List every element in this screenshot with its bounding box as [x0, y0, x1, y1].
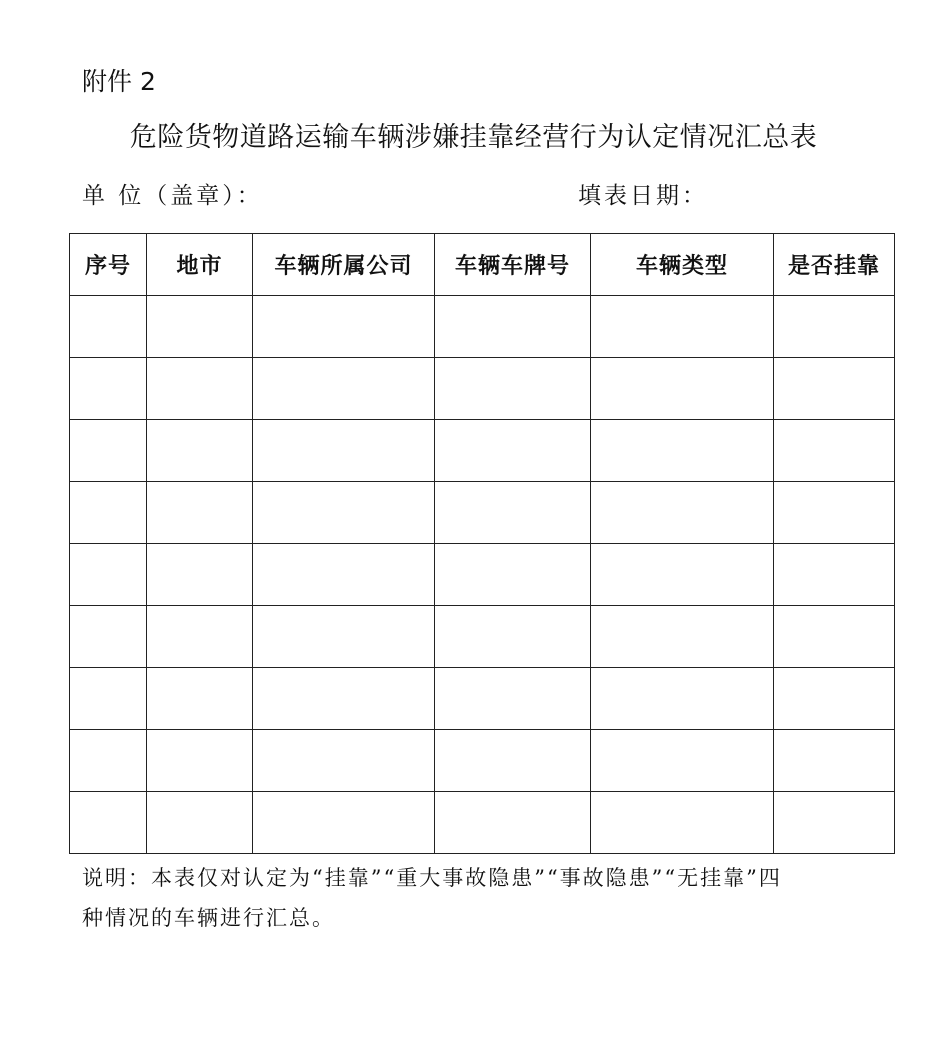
table-cell — [435, 668, 591, 730]
table-cell — [774, 606, 895, 668]
table-cell — [591, 420, 774, 482]
table-cell — [147, 668, 253, 730]
table-cell — [253, 668, 435, 730]
table-cell — [147, 482, 253, 544]
table-cell — [774, 544, 895, 606]
table-cell — [253, 544, 435, 606]
table-cell — [591, 792, 774, 854]
table-cell — [70, 730, 147, 792]
table-cell — [147, 358, 253, 420]
table-row — [70, 420, 895, 482]
table-cell — [253, 296, 435, 358]
note-line-2: 种情况的车辆进行汇总。 — [82, 906, 335, 930]
table-cell — [70, 792, 147, 854]
table-cell — [435, 544, 591, 606]
table-cell — [253, 482, 435, 544]
table-cell — [774, 792, 895, 854]
explanatory-note — [82, 858, 892, 938]
table-row — [70, 668, 895, 730]
table-cell — [147, 544, 253, 606]
table-cell — [774, 668, 895, 730]
table-cell — [774, 482, 895, 544]
table-cell — [591, 296, 774, 358]
header-license-plate: 车辆车牌号 — [435, 234, 591, 296]
table-cell — [774, 296, 895, 358]
header-affiliated: 是否挂靠 — [774, 234, 895, 296]
table-cell — [147, 792, 253, 854]
table-cell — [435, 792, 591, 854]
table-cell — [435, 482, 591, 544]
table-cell — [253, 358, 435, 420]
fill-date-label: 填表日期： — [578, 183, 708, 209]
table-cell — [70, 482, 147, 544]
table-cell — [591, 730, 774, 792]
table-cell — [253, 606, 435, 668]
table-cell — [147, 606, 253, 668]
table-cell — [591, 668, 774, 730]
table-cell — [70, 544, 147, 606]
header-vehicle-type: 车辆类型 — [591, 234, 774, 296]
note-line-1: 说明：本表仅对认定为“挂靠”“重大事故隐患”“事故隐患”“无挂靠”四 — [82, 866, 782, 890]
table-cell — [253, 420, 435, 482]
table-cell — [70, 358, 147, 420]
table-row — [70, 730, 895, 792]
table-cell — [774, 420, 895, 482]
table-row — [70, 544, 895, 606]
table-cell — [70, 420, 147, 482]
table-cell — [591, 544, 774, 606]
table-cell — [435, 420, 591, 482]
header-serial-number: 序号 — [70, 234, 147, 296]
table-cell — [774, 730, 895, 792]
header-city: 地市 — [147, 234, 253, 296]
table-row — [70, 792, 895, 854]
table-header-row — [70, 234, 895, 296]
table-row — [70, 482, 895, 544]
table-cell — [435, 358, 591, 420]
table-cell — [591, 606, 774, 668]
table-cell — [435, 730, 591, 792]
table-row — [70, 358, 895, 420]
table-cell — [774, 358, 895, 420]
summary-table — [69, 233, 895, 854]
header-vehicle-company: 车辆所属公司 — [253, 234, 435, 296]
table-row — [70, 606, 895, 668]
table-cell — [591, 358, 774, 420]
table-cell — [147, 730, 253, 792]
document-title: 危险货物道路运输车辆涉嫌挂靠经营行为认定情况汇总表 — [129, 122, 818, 153]
table-row — [70, 296, 895, 358]
table-cell — [435, 296, 591, 358]
table-cell — [70, 606, 147, 668]
table-cell — [435, 606, 591, 668]
table-body — [70, 296, 895, 854]
table-cell — [253, 792, 435, 854]
table-cell — [591, 482, 774, 544]
attachment-label: 附件 2 — [82, 67, 156, 96]
table-cell — [253, 730, 435, 792]
table-cell — [147, 420, 253, 482]
table-cell — [70, 668, 147, 730]
table-cell — [70, 296, 147, 358]
unit-seal-label: 单 位（盖章）： — [82, 183, 263, 209]
table-cell — [147, 296, 253, 358]
